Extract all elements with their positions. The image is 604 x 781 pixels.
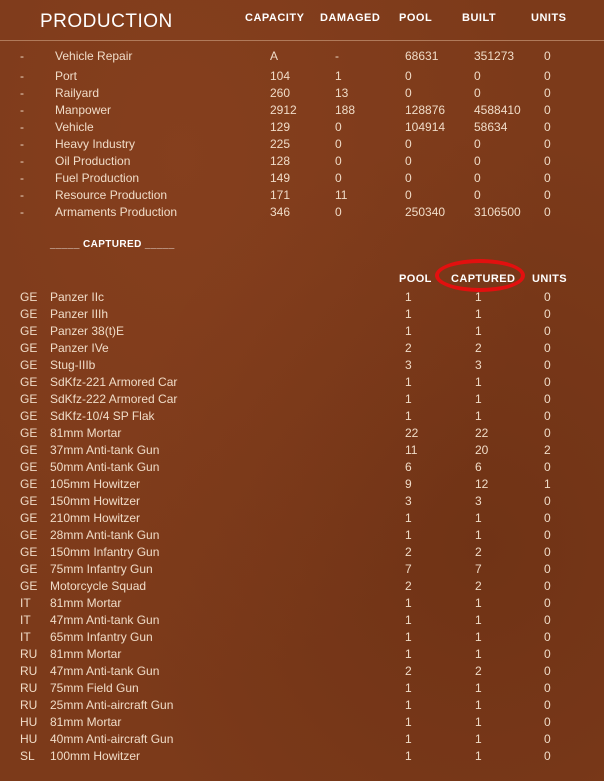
facility-name: Vehicle Repair (55, 49, 133, 63)
column-header-units[interactable]: UNITS (531, 12, 567, 24)
units-value: 0 (544, 137, 551, 151)
damaged-value: 0 (335, 137, 342, 151)
row-marker: - (20, 154, 24, 168)
capacity-value: 225 (270, 137, 291, 151)
nation-code: RU (20, 647, 38, 661)
nation-code: IT (20, 630, 31, 644)
unit-name: Panzer IIIh (50, 307, 109, 321)
capacity-value: 104 (270, 69, 291, 83)
facility-name: Manpower (55, 103, 112, 117)
facility-name: Heavy Industry (55, 137, 136, 151)
unit-name: Panzer 38(t)E (50, 324, 125, 338)
captured-row[interactable] (0, 646, 604, 663)
units-value: 0 (544, 188, 551, 202)
pool-value: 3 (405, 494, 412, 508)
captured-value: 1 (475, 324, 482, 338)
pool-value: 11 (405, 443, 418, 457)
pool-value: 1 (405, 307, 412, 321)
units-value: 0 (544, 613, 551, 627)
built-value: 0 (474, 171, 481, 185)
production-row[interactable] (0, 136, 604, 153)
nation-code: GE (20, 341, 38, 355)
units-value: 0 (544, 120, 551, 134)
pool-value: 1 (405, 324, 412, 338)
captured-value: 1 (475, 290, 482, 304)
production-row[interactable] (0, 170, 604, 187)
unit-name: 75mm Field Gun (50, 681, 139, 695)
captured-value: 12 (475, 477, 489, 491)
nation-code: GE (20, 562, 38, 576)
pool-value: 1 (405, 681, 412, 695)
built-value: 58634 (474, 120, 508, 134)
pool-value: 2 (405, 545, 412, 559)
pool-value: 250340 (405, 205, 446, 219)
captured-row[interactable] (0, 578, 604, 595)
captured-value: 1 (475, 630, 482, 644)
captured-value: 6 (475, 460, 482, 474)
unit-name: 47mm Anti-tank Gun (50, 664, 160, 678)
units-value: 0 (544, 392, 551, 406)
captured-value: 1 (475, 732, 482, 746)
pool-value: 1 (405, 749, 412, 763)
pool-value: 2 (405, 664, 412, 678)
pool-value: 1 (405, 290, 412, 304)
units-value: 0 (544, 103, 551, 117)
nation-code: GE (20, 460, 38, 474)
pool-value: 1 (405, 647, 412, 661)
capacity-value: 171 (270, 188, 291, 202)
captured-row[interactable] (0, 748, 604, 765)
captured-value: 1 (475, 528, 482, 542)
captured-row[interactable] (0, 493, 604, 510)
captured-row[interactable] (0, 323, 604, 340)
unit-name: 81mm Mortar (50, 596, 122, 610)
nation-code: GE (20, 324, 38, 338)
nation-code: RU (20, 664, 38, 678)
pool-value: 1 (405, 715, 412, 729)
damaged-value: 0 (335, 154, 342, 168)
row-marker: - (20, 49, 24, 63)
captured-row[interactable] (0, 544, 604, 561)
unit-name: 25mm Anti-aircraft Gun (50, 698, 174, 712)
page-title: PRODUCTION (40, 11, 173, 32)
captured-value: 2 (475, 545, 482, 559)
pool-value: 1 (405, 613, 412, 627)
unit-name: 28mm Anti-tank Gun (50, 528, 160, 542)
captured-column-header-captured[interactable]: CAPTURED (451, 273, 516, 285)
captured-value: 3 (475, 494, 482, 508)
units-value: 0 (544, 528, 551, 542)
capacity-value: 346 (270, 205, 291, 219)
capacity-value: 128 (270, 154, 291, 168)
units-value: 0 (544, 630, 551, 644)
unit-name: SdKfz-221 Armored Car (50, 375, 178, 389)
captured-row[interactable] (0, 391, 604, 408)
unit-name: SdKfz-222 Armored Car (50, 392, 178, 406)
facility-name: Vehicle (55, 120, 94, 134)
unit-name: 100mm Howitzer (50, 749, 141, 763)
capacity-value: 260 (270, 86, 291, 100)
nation-code: GE (20, 477, 38, 491)
captured-value: 7 (475, 562, 482, 576)
built-value: 0 (474, 86, 481, 100)
captured-value: 2 (475, 579, 482, 593)
captured-row[interactable] (0, 357, 604, 374)
column-header-damaged[interactable]: DAMAGED (320, 12, 381, 24)
production-row[interactable] (0, 153, 604, 170)
built-value: 4588410 (474, 103, 521, 117)
units-value: 0 (544, 647, 551, 661)
pool-value: 2 (405, 341, 412, 355)
nation-code: IT (20, 596, 31, 610)
column-header-built[interactable]: BUILT (462, 12, 497, 24)
captured-value: 2 (475, 664, 482, 678)
unit-name: 65mm Infantry Gun (50, 630, 153, 644)
pool-value: 0 (405, 86, 412, 100)
units-value: 0 (544, 562, 551, 576)
damaged-value: - (335, 49, 339, 63)
captured-value: 1 (475, 749, 482, 763)
captured-row[interactable] (0, 527, 604, 544)
row-marker: - (20, 103, 24, 117)
captured-row[interactable] (0, 289, 604, 306)
captured-value: 1 (475, 698, 482, 712)
production-row[interactable] (0, 102, 604, 119)
damaged-value: 1 (335, 69, 342, 83)
units-value: 0 (544, 511, 551, 525)
pool-value: 1 (405, 596, 412, 610)
units-value: 0 (544, 324, 551, 338)
unit-name: 150mm Infantry Gun (50, 545, 160, 559)
nation-code: GE (20, 528, 38, 542)
damaged-value: 0 (335, 205, 342, 219)
pool-value: 1 (405, 375, 412, 389)
row-marker: - (20, 205, 24, 219)
unit-name: 105mm Howitzer (50, 477, 141, 491)
nation-code: GE (20, 511, 38, 525)
captured-row[interactable] (0, 731, 604, 748)
nation-code: GE (20, 545, 38, 559)
pool-value: 22 (405, 426, 419, 440)
row-marker: - (20, 137, 24, 151)
nation-code: GE (20, 392, 38, 406)
captured-value: 1 (475, 715, 482, 729)
captured-row[interactable] (0, 408, 604, 425)
production-row[interactable] (0, 187, 604, 204)
captured-value: 1 (475, 613, 482, 627)
highlight-circle-annotation (435, 259, 525, 292)
units-value: 0 (544, 86, 551, 100)
nation-code: GE (20, 443, 38, 457)
unit-name: Stug-IIIb (50, 358, 96, 372)
captured-value: 1 (475, 511, 482, 525)
captured-row[interactable] (0, 612, 604, 629)
nation-code: GE (20, 307, 38, 321)
unit-name: 40mm Anti-aircraft Gun (50, 732, 174, 746)
captured-value: 20 (475, 443, 489, 457)
nation-code: GE (20, 409, 38, 423)
captured-row[interactable] (0, 561, 604, 578)
damaged-value: 11 (335, 188, 348, 202)
built-value: 0 (474, 154, 481, 168)
facility-name: Fuel Production (55, 171, 140, 185)
capacity-value: 149 (270, 171, 291, 185)
nation-code: GE (20, 290, 38, 304)
units-value: 0 (544, 460, 551, 474)
facility-name: Oil Production (55, 154, 131, 168)
damaged-value: 0 (335, 120, 342, 134)
captured-row[interactable] (0, 340, 604, 357)
units-value: 0 (544, 698, 551, 712)
pool-value: 1 (405, 732, 412, 746)
units-value: 0 (544, 375, 551, 389)
damaged-value: 13 (335, 86, 349, 100)
captured-row[interactable] (0, 306, 604, 323)
units-value: 0 (544, 545, 551, 559)
pool-value: 1 (405, 409, 412, 423)
row-marker: - (20, 86, 24, 100)
pool-value: 6 (405, 460, 412, 474)
built-value: 0 (474, 137, 481, 151)
units-value: 0 (544, 69, 551, 83)
units-value: 0 (544, 664, 551, 678)
nation-code: HU (20, 732, 38, 746)
units-value: 0 (544, 49, 551, 63)
units-value: 2 (544, 443, 551, 457)
row-marker: - (20, 171, 24, 185)
units-value: 0 (544, 154, 551, 168)
unit-name: 150mm Howitzer (50, 494, 141, 508)
nation-code: SL (20, 749, 35, 763)
pool-value: 0 (405, 69, 412, 83)
nation-code: RU (20, 681, 38, 695)
pool-value: 0 (405, 137, 412, 151)
captured-row[interactable] (0, 663, 604, 680)
captured-value: 1 (475, 307, 482, 321)
captured-value: 22 (475, 426, 489, 440)
pool-value: 1 (405, 392, 412, 406)
captured-row[interactable] (0, 595, 604, 612)
unit-name: 81mm Mortar (50, 715, 122, 729)
unit-name: Panzer IIc (50, 290, 105, 304)
unit-name: 75mm Infantry Gun (50, 562, 153, 576)
row-marker: - (20, 69, 24, 83)
captured-value: 1 (475, 375, 482, 389)
production-row[interactable] (0, 119, 604, 136)
capacity-value: 129 (270, 120, 291, 134)
row-marker: - (20, 188, 24, 202)
built-value: 3106500 (474, 205, 521, 219)
units-value: 0 (544, 409, 551, 423)
pool-value: 7 (405, 562, 412, 576)
unit-name: 210mm Howitzer (50, 511, 141, 525)
built-value: 0 (474, 188, 481, 202)
unit-name: Motorcycle Squad (50, 579, 147, 593)
facility-name: Port (55, 69, 78, 83)
captured-row[interactable] (0, 510, 604, 527)
unit-name: 81mm Mortar (50, 647, 122, 661)
units-value: 0 (544, 596, 551, 610)
captured-row[interactable] (0, 425, 604, 442)
nation-code: HU (20, 715, 38, 729)
captured-row[interactable] (0, 629, 604, 646)
unit-name: 50mm Anti-tank Gun (50, 460, 160, 474)
units-value: 0 (544, 681, 551, 695)
unit-name: 81mm Mortar (50, 426, 122, 440)
units-value: 0 (544, 171, 551, 185)
pool-value: 9 (405, 477, 412, 491)
units-value: 1 (544, 477, 551, 491)
units-value: 0 (544, 715, 551, 729)
units-value: 0 (544, 426, 551, 440)
unit-name: 47mm Anti-tank Gun (50, 613, 160, 627)
nation-code: GE (20, 579, 38, 593)
facility-name: Armaments Production (55, 205, 178, 219)
captured-value: 1 (475, 647, 482, 661)
units-value: 0 (544, 494, 551, 508)
units-value: 0 (544, 205, 551, 219)
production-row[interactable] (0, 204, 604, 221)
nation-code: GE (20, 358, 38, 372)
captured-value: 1 (475, 409, 482, 423)
pool-value: 1 (405, 698, 412, 712)
captured-value: 2 (475, 341, 482, 355)
captured-row[interactable] (0, 680, 604, 697)
unit-name: Panzer IVe (50, 341, 109, 355)
captured-value: 1 (475, 596, 482, 610)
nation-code: GE (20, 494, 38, 508)
captured-row[interactable] (0, 714, 604, 731)
pool-value: 104914 (405, 120, 446, 134)
damaged-value: 188 (335, 103, 356, 117)
facility-name: Resource Production (55, 188, 168, 202)
nation-code: GE (20, 375, 38, 389)
captured-row[interactable] (0, 476, 604, 493)
production-header (0, 0, 604, 41)
captured-column-header-units[interactable]: UNITS (532, 273, 567, 285)
units-value: 0 (544, 732, 551, 746)
captured-row[interactable] (0, 374, 604, 391)
units-value: 0 (544, 749, 551, 763)
captured-row[interactable] (0, 442, 604, 459)
captured-row[interactable] (0, 459, 604, 476)
unit-name: SdKfz-10/4 SP Flak (50, 409, 155, 423)
captured-value: 1 (475, 681, 482, 695)
captured-value: 3 (475, 358, 482, 372)
pool-value: 1 (405, 630, 412, 644)
pool-value: 2 (405, 579, 412, 593)
nation-code: RU (20, 698, 38, 712)
pool-value: 68631 (405, 49, 439, 63)
pool-value: 0 (405, 171, 412, 185)
capacity-value: A (270, 49, 279, 63)
pool-value: 128876 (405, 103, 446, 117)
row-marker: - (20, 120, 24, 134)
damaged-value: 0 (335, 171, 342, 185)
pool-value: 3 (405, 358, 412, 372)
units-value: 0 (544, 579, 551, 593)
nation-code: IT (20, 613, 31, 627)
units-value: 0 (544, 307, 551, 321)
units-value: 0 (544, 341, 551, 355)
built-value: 0 (474, 69, 481, 83)
production-row[interactable] (0, 68, 604, 85)
unit-name: 37mm Anti-tank Gun (50, 443, 160, 457)
pool-value: 0 (405, 188, 412, 202)
captured-value: 1 (475, 392, 482, 406)
units-value: 0 (544, 358, 551, 372)
column-header-capacity[interactable]: CAPACITY (245, 12, 305, 24)
pool-value: 1 (405, 511, 412, 525)
pool-value: 1 (405, 528, 412, 542)
production-row[interactable] (0, 51, 604, 68)
column-header-pool[interactable]: POOL (399, 12, 433, 24)
nation-code: GE (20, 426, 38, 440)
captured-row[interactable] (0, 697, 604, 714)
units-value: 0 (544, 290, 551, 304)
pool-value: 0 (405, 154, 412, 168)
facility-name: Railyard (55, 86, 100, 100)
built-value: 351273 (474, 49, 515, 63)
captured-column-header-pool[interactable]: POOL (399, 273, 432, 285)
production-row[interactable] (0, 85, 604, 102)
capacity-value: 2912 (270, 103, 297, 117)
captured-section-title: _____ CAPTURED _____ (50, 239, 175, 250)
